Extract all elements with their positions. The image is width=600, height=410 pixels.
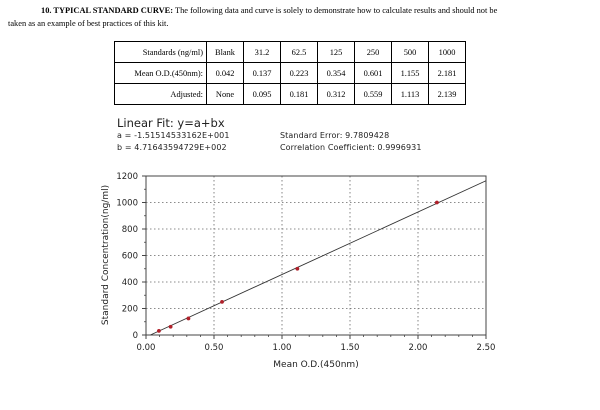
table-cell: 1.113: [392, 84, 429, 105]
table-cell: 0.095: [244, 84, 281, 105]
data-point: [220, 300, 224, 304]
table-row-label: Standards (ng/ml): [115, 42, 207, 63]
table-cell: 2.139: [429, 84, 466, 105]
fit-correlation-coefficient: Correlation Coefficient: 0.9996931: [280, 143, 422, 152]
table-cell: 0.354: [318, 63, 355, 84]
axis-ticks: [142, 176, 486, 339]
y-tick-label: 400: [121, 278, 138, 288]
x-tick-labels: [137, 343, 496, 353]
heading-line-2: taken as an example of best practices of this kit.: [8, 19, 169, 28]
x-tick-label: 1.50: [340, 343, 360, 353]
table-cell: 62.5: [281, 42, 318, 63]
y-axis-label: Standard Concentration(ng/ml): [101, 184, 111, 326]
table-row-label: Mean O.D.(450nm):: [115, 63, 207, 84]
table-cell: None: [207, 84, 244, 105]
y-tick-label: 800: [121, 225, 138, 235]
table-cell: Blank: [207, 42, 244, 63]
fit-title: Linear Fit: y=a+bx: [117, 116, 225, 130]
data-point: [187, 317, 191, 321]
table-cell: 0.042: [207, 63, 244, 84]
x-axis-label: Mean O.D.(450nm): [273, 360, 359, 370]
y-tick-label: 1000: [116, 198, 138, 209]
table-cell: 2.181: [429, 63, 466, 84]
data-point: [157, 329, 161, 333]
table-cell: 31.2: [244, 42, 281, 63]
fit-standard-error: Standard Error: 9.7809428: [280, 131, 390, 140]
x-tick-label: 2.00: [408, 343, 428, 353]
table-cell: 0.181: [281, 84, 318, 105]
data-point: [435, 201, 439, 205]
table-cell: 1.155: [392, 63, 429, 84]
fit-a-value: a = -1.51514533162E+001: [117, 131, 230, 140]
table-cell: 250: [355, 42, 392, 63]
data-point: [169, 325, 173, 329]
table-cell: 125: [318, 42, 355, 63]
table-cell: 0.312: [318, 84, 355, 105]
x-tick-label: 0.50: [204, 343, 224, 353]
table-cell: 0.223: [281, 63, 318, 84]
y-tick-label: 0: [132, 331, 138, 341]
y-tick-labels: [116, 172, 138, 341]
x-tick-label: 1.00: [272, 343, 292, 353]
x-tick-label: 2.50: [476, 343, 496, 353]
x-tick-label: 0.00: [136, 343, 156, 353]
table-cell: 0.137: [244, 63, 281, 84]
y-tick-label: 1200: [116, 172, 138, 182]
table-row-label: Adjusted:: [115, 84, 207, 105]
table-cell: 500: [392, 42, 429, 63]
heading-text-1: The following data and curve is solely to demonstrate how to calculate results and should not be: [174, 6, 498, 15]
chart-grid: [146, 176, 486, 335]
table-cell: 1000: [429, 42, 466, 63]
y-tick-label: 200: [121, 304, 138, 315]
fit-b-value: b = 4.71643594729E+002: [117, 143, 227, 152]
y-tick-label: 600: [121, 251, 138, 262]
heading-number: 10. TYPICAL STANDARD CURVE:: [41, 6, 174, 15]
table-cell: 0.559: [355, 84, 392, 105]
table-cell: 0.601: [355, 63, 392, 84]
data-point: [295, 267, 299, 271]
